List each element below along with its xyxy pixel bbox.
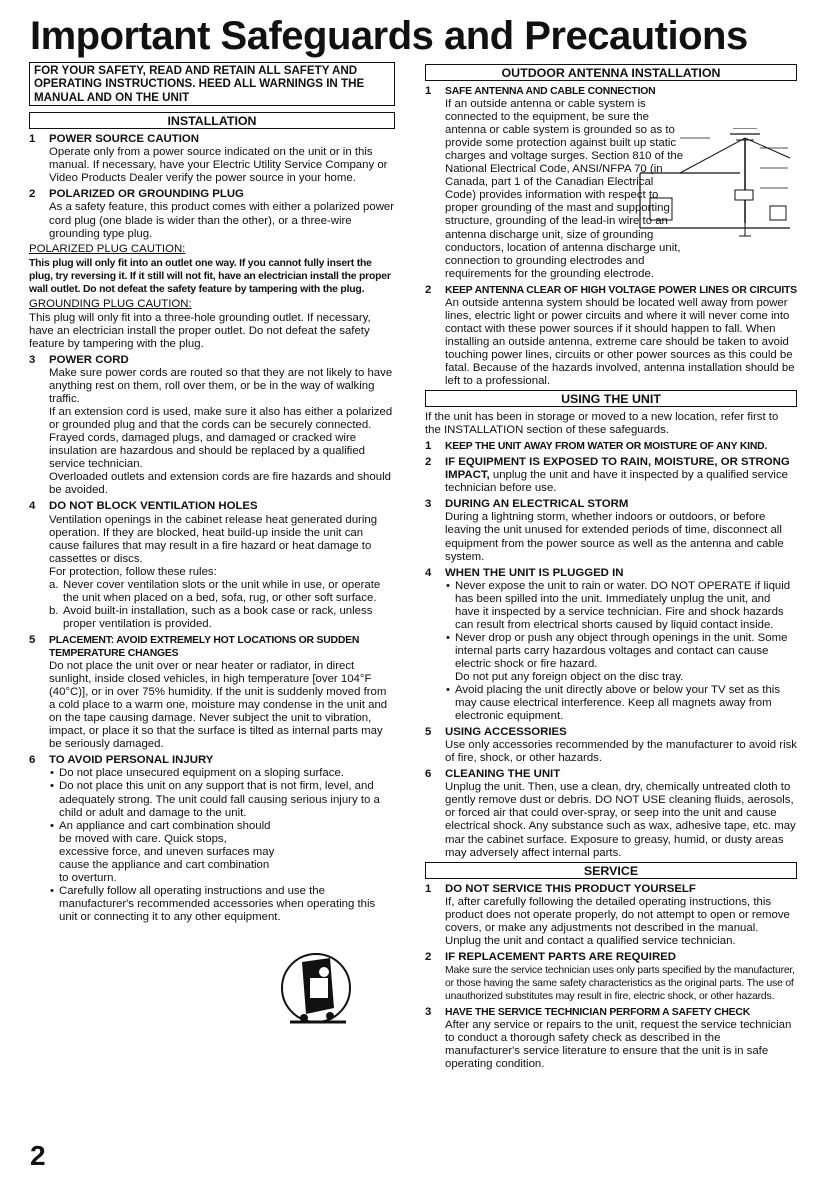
item-title: TO AVOID PERSONAL INJURY: [49, 754, 214, 767]
item-text: Do not place the unit over or near heater or radiator, in direct sunlight, inside closed vehicles, in high temperature [over 104°F (40°C)], or in over 75% humidity. If the unit is suddenly moved from a cold place to a warm one, moisture may condense in the unit and on the tape causing damage. Never subject the unit to vibration, impact, or place it so that the surface is tilted as internal parts may be seriously damaged.: [49, 660, 388, 751]
item-text: As a safety feature, this product comes with either a polarized power cord plug (one blade is wider than the other), or a three-wire grounding type plug.: [49, 201, 395, 240]
item-text: Unplug the unit. Then, use a clean, dry, chemically untreated cloth to gently remove dust or debris. DO NOT USE cleaning fluids, aerosols, or forced air that could over-spray, or seep into the unit and cause electrical shock. Any substance such as wax, adhesive tape, etc. may mar the cabinet surface. Exposure to greasy, humid, or dusty areas may adversely affect internal parts.: [445, 781, 796, 859]
item-text: During a lightning storm, whether indoors or outdoors, or before leaving the unit unused for extended periods of time, disconnect all equipment from the power source as well as the antenna and cable system.: [445, 511, 784, 563]
item-paragraph: Ventilation openings in the cabinet release heat generated during operation. If they are blocked, heat build-up inside the unit can cause failures that may result in a fire hazard or heat damage to cassettes or discs.: [49, 513, 378, 565]
item-number: 3: [425, 498, 432, 511]
bullet-item: • Carefully follow all operating instructions and use the manufacturer's recommended accessories when operating this unit or connecting it to any other equipment.: [49, 885, 395, 924]
item-number: 2: [425, 950, 432, 963]
item-number: 4: [29, 500, 36, 513]
item-number: 5: [425, 726, 432, 739]
item-title: HAVE THE SERVICE TECHNICIAN PERFORM A SAFETY CHECK: [445, 1007, 751, 1019]
installation-heading: INSTALLATION: [29, 112, 395, 129]
item-title: WHEN THE UNIT IS PLUGGED IN: [445, 566, 624, 579]
outdoor-item-2: [425, 284, 797, 388]
grounding-caution-heading: GROUNDING PLUG CAUTION:: [29, 297, 192, 310]
outdoor-antenna-heading: OUTDOOR ANTENNA INSTALLATION: [425, 64, 797, 81]
item-number: 4: [425, 566, 432, 579]
using-item-5: [425, 726, 797, 765]
item-number: 1: [425, 440, 432, 453]
rule-a: [49, 579, 395, 605]
item-number: 6: [29, 754, 36, 767]
item-number: 6: [425, 768, 432, 781]
installation-item-4: [29, 500, 395, 630]
item-title: USING ACCESSORIES: [445, 726, 567, 739]
item-paragraph: Make sure power cords are routed so that they are not likely to have anything rest on them, roll over them, or be in the way of walking traffic.: [49, 367, 393, 406]
rule-b: [49, 605, 395, 631]
item-text: If, after carefully following the detailed operating instructions, this product does not operate properly, do not attempt to open or remove covers, or make any adjustments not described in the manual. Unplug the unit and contact a qualified service technician.: [445, 895, 790, 947]
rule-label: a.: [49, 578, 59, 591]
bullet-item: • Do not place this unit on any support that is not firm, level, and adequately strong. The unit could fall causing serious injury to a child or adult and damage to the unit.: [49, 780, 395, 819]
page-number: 2: [30, 1140, 46, 1171]
service-item-3: [425, 1006, 797, 1071]
installation-item-6: [29, 754, 395, 924]
item-title: POLARIZED OR GROUNDING PLUG: [49, 188, 244, 201]
item-title: DO NOT BLOCK VENTILATION HOLES: [49, 500, 258, 513]
service-item-2: [425, 951, 797, 1003]
item-title: DURING AN ELECTRICAL STORM: [445, 498, 629, 511]
rule-text: Avoid built-in installation, such as a book case or rack, unless proper ventilation is provided.: [63, 604, 373, 630]
service-item-1: [425, 883, 797, 948]
polarized-caution-heading: POLARIZED PLUG CAUTION:: [29, 242, 186, 255]
item-text: After any service or repairs to the unit, request the service technician to conduct a thorough safety check as described in the manufacturer's service literature to ensure that the unit is in safe operating condition.: [445, 1019, 792, 1071]
item-number: 5: [29, 633, 36, 646]
item-title: PLACEMENT: AVOID EXTREMELY HOT LOCATIONS OR SUDDEN TEMPERATURE CHANGES: [49, 634, 360, 659]
bullet-item: • An appliance and cart combination should be moved with care. Quick stops, excessive force, and uneven surfaces may cause the appliance and cart combination to overturn.: [49, 820, 395, 885]
intro-warning-box: FOR YOUR SAFETY, READ AND RETAIN ALL SAFETY AND OPERATING INSTRUCTIONS. HEED ALL WARNINGS IN THE MANUAL AND ON THE UNIT: [29, 62, 395, 106]
item-paragraph: Frayed cords, damaged plugs, and damaged or cracked wire insulation are hazardous and should be replaced by a qualified service technician.: [49, 432, 365, 471]
installation-item-2: [29, 188, 395, 240]
cart-tip-warning-icon: [280, 948, 352, 1030]
item-paragraph: Overloaded outlets and extension cords are fire hazards and should be avoided.: [49, 471, 391, 497]
item-title: CLEANING THE UNIT: [445, 768, 561, 781]
item-text: Operate only from a power source indicated on the unit or in this manual. If necessary, have your Electric Utility Service Company or Video Products Dealer verify the power source in your home.: [49, 146, 388, 185]
item-number: 2: [425, 283, 432, 296]
item-title: SAFE ANTENNA AND CABLE CONNECTION: [445, 86, 656, 97]
item-title: KEEP ANTENNA CLEAR OF HIGH VOLTAGE POWER LINES OR CIRCUITS: [445, 284, 797, 296]
left-column: [29, 62, 395, 924]
bullet-item: • Never expose the unit to rain or water. DO NOT OPERATE if liquid has been spilled into the unit. Immediately unplug the unit, and have it inspected by a service technician. Fire and shock hazards can result from electrical shorts caused by liquid contact inside.: [445, 580, 797, 632]
bullet-item: • Never drop or push any object through openings in the unit. Some internal parts carry hazardous voltages and contact can cause electric shock or fire hazard.: [445, 632, 797, 671]
rule-text: Never cover ventilation slots or the unit while in use, or operate the unit when placed on a bed, sofa, rug, or other soft surface.: [63, 578, 381, 604]
item-number: 1: [29, 133, 36, 146]
grounding-caution-text: This plug will only fit into a three-hole grounding outlet. If necessary, have an electrician install the proper outlet. Do not defeat the safety feature by tampering with the plug.: [29, 311, 371, 350]
item-title: IF EQUIPMENT IS EXPOSED TO RAIN, MOISTURE, OR STRONG IMPACT,: [445, 456, 790, 482]
item-text: An outside antenna system should be located well away from power lines, electric light or power circuits and where it will never come into contact with these power sources if it should happen to fall. When installing an outside antenna, extreme care should be taken to avoid touching power lines, circuits or other power sources as this could be fatal. Because of the hazards involved, antenna installation should be left to a professional.: [445, 296, 795, 388]
using-intro: If the unit has been in storage or moved to a new location, refer first to the INSTALLATION section of these safeguards.: [425, 411, 779, 437]
using-item-6: [425, 768, 797, 859]
service-heading: SERVICE: [425, 862, 797, 879]
item-title: POWER SOURCE CAUTION: [49, 133, 199, 146]
item-title: IF REPLACEMENT PARTS ARE REQUIRED: [445, 950, 676, 963]
item-text: Use only accessories recommended by the manufacturer to avoid risk of fire, shock, or other hazards.: [445, 739, 798, 765]
item-paragraph: For protection, follow these rules:: [49, 565, 217, 578]
using-item-4: [425, 567, 797, 724]
using-the-unit-heading: USING THE UNIT: [425, 390, 797, 407]
item-text: Make sure the service technician uses only parts specified by the manufacturer, or those having the same safety characteristics as the original parts. The use of unauthorized substitutes may result in fire, electric shock, or other hazards.: [445, 964, 795, 1002]
item-title: DO NOT SERVICE THIS PRODUCT YOURSELF: [445, 882, 696, 895]
item-text: unplug the unit and have it inspected by a qualified service technician before use.: [445, 469, 788, 495]
antenna-grounding-diagram-icon: [620, 128, 795, 240]
bullet-item: • Do not place unsecured equipment on a sloping surface.: [49, 767, 395, 780]
item-number: 1: [425, 85, 432, 97]
using-item-3: [425, 498, 797, 563]
installation-item-5: [29, 634, 395, 751]
bullet-continuation: Do not put any foreign object on the disc tray.: [455, 670, 684, 683]
installation-item-3: [29, 354, 395, 498]
item-number: 3: [29, 353, 36, 366]
item-number: 2: [425, 456, 432, 469]
bullet-item: • Avoid placing the unit directly above or below your TV set as this may cause electrical interference. Keep all magnets away from electronic equipment.: [445, 684, 797, 723]
item-number: 3: [425, 1006, 432, 1019]
item-number: 1: [425, 882, 432, 895]
item-text: If an outside antenna or cable system is connected to the equipment, be sure the antenna or cable system is grounded so as to provide some protection against built up static charges and voltage surges. Section 810 of the National Electrical Code, ANSI/NFPA 70 (in Canada, part 1 of the Canadian Electrical Code) provides information with respect to proper grounding of the mast and supporting structure, grounding of the lead-in wire to an antenna discharge unit, size of grounding conductors, location of antenna discharge unit, connection to grounding electrodes and requirements for the grounding electrode.: [445, 98, 684, 280]
polarized-caution-text: This plug will only fit into an outlet one way. If you cannot fully insert the plug, try reversing it. If it still will not fit, have an electrician install the proper wall outlet. Do not defeat the safety feature by tampering with the plug.: [29, 257, 391, 295]
item-number: 2: [29, 188, 36, 201]
page-title: Important Safeguards and Precautions: [30, 14, 748, 58]
rule-label: b.: [49, 604, 59, 617]
using-item-2: [425, 456, 797, 495]
item-paragraph: If an extension cord is used, make sure it also has either a polarized or grounded plug and that the cords can be securely connected.: [49, 406, 393, 432]
using-item-1: [425, 440, 797, 453]
item-title: POWER CORD: [49, 353, 129, 366]
item-title: KEEP THE UNIT AWAY FROM WATER OR MOISTURE OF ANY KIND.: [445, 441, 768, 453]
installation-item-1: [29, 133, 395, 185]
